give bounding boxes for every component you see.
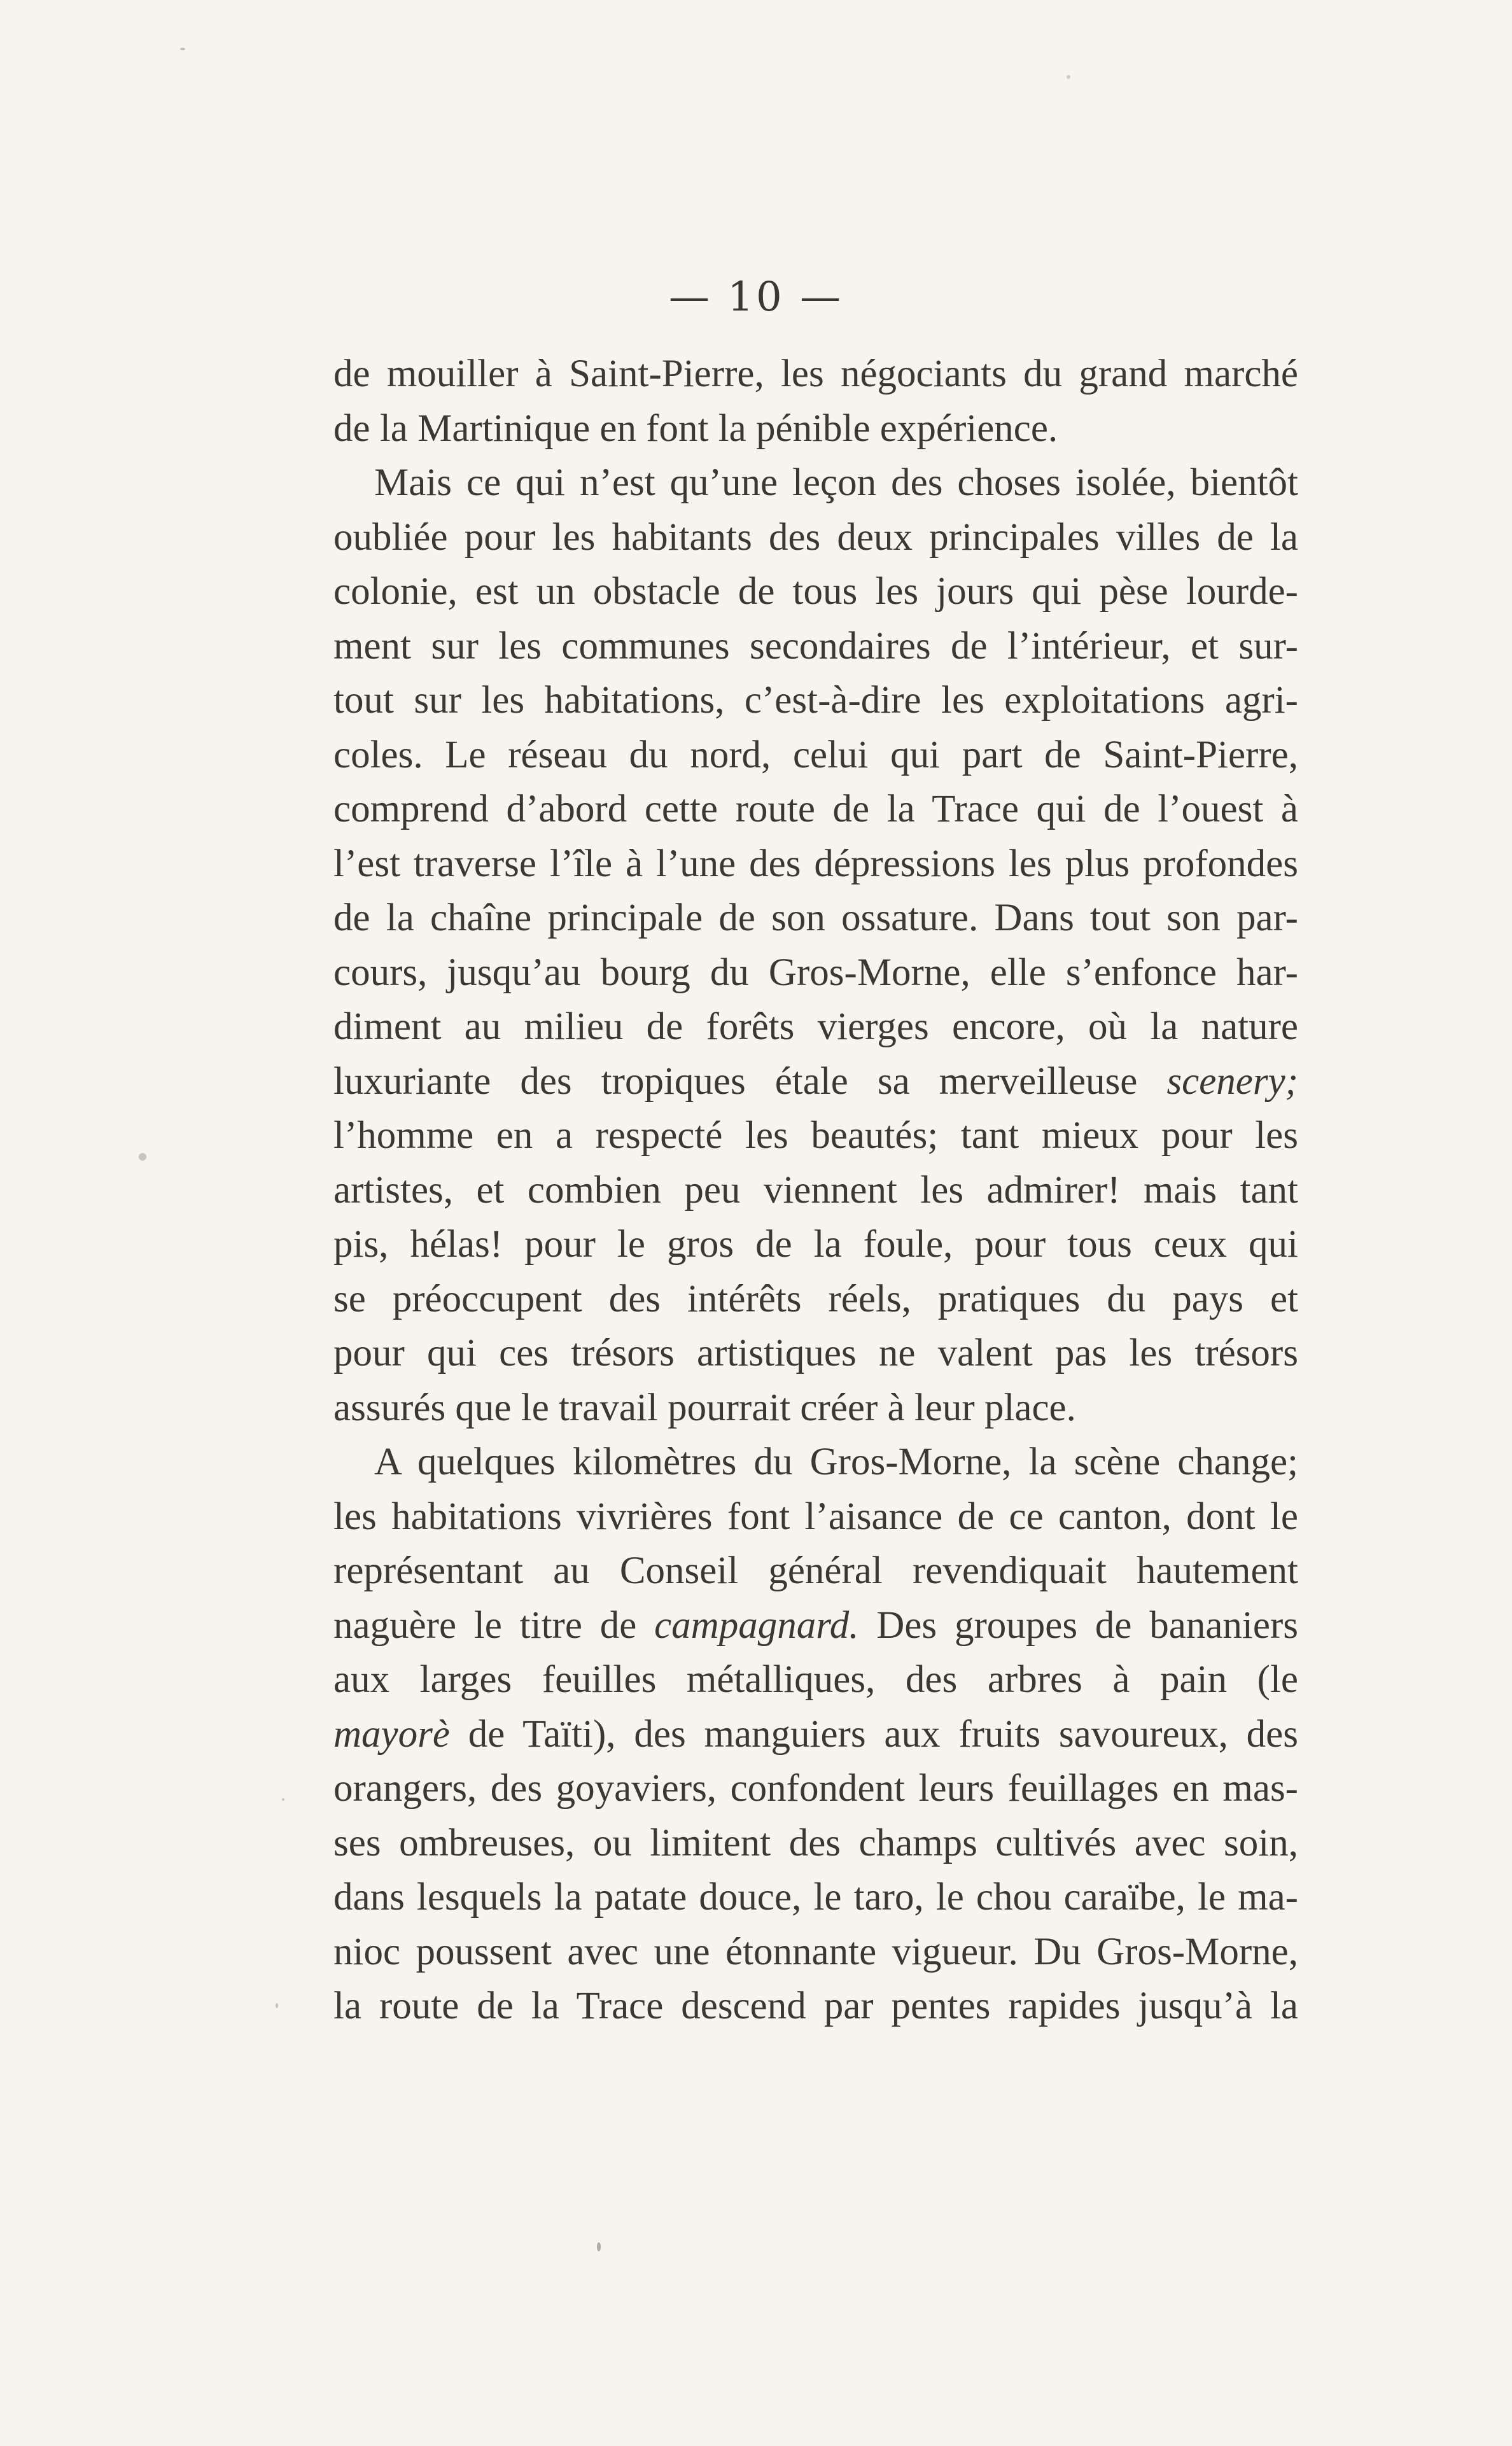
paper-speck bbox=[180, 48, 185, 50]
text-line: la route de la Trace descend par pentes rapides jusqu’à la bbox=[333, 1985, 1298, 2027]
text-line: tout sur les habitations, c’est-à-dire les exploitations agri- bbox=[333, 679, 1298, 722]
paragraph-start-line: Mais ce qui n’est qu’une leçon des choses isolée, bientôt bbox=[374, 461, 1298, 504]
text-line-with-italic bbox=[333, 1707, 1298, 1762]
body-text bbox=[333, 347, 1298, 2034]
text-line: ment sur les communes secondaires de l’intérieur, et sur- bbox=[333, 624, 1298, 667]
paper-speck bbox=[276, 2003, 278, 2008]
text-line-with-italic bbox=[333, 1598, 1298, 1653]
page-number: — 10 — bbox=[668, 274, 844, 321]
text-line-with-italic bbox=[333, 1054, 1298, 1109]
text-line: pour qui ces trésors artistiques ne valent pas les trésors bbox=[333, 1332, 1298, 1374]
text-line: artistes, et combien peu viennent les admirer! mais tant bbox=[333, 1168, 1298, 1212]
text-segment: Des groupes de bananiers bbox=[858, 1604, 1298, 1647]
text-line: l’est traverse l’île à l’une des dépressions les plus profondes bbox=[333, 842, 1298, 885]
text-segment: de Taïti), des manguiers aux fruits savoureux, des bbox=[449, 1712, 1298, 1756]
text-line: dans lesquels la patate douce, le taro, le chou caraïbe, le ma- bbox=[333, 1876, 1298, 1918]
text-line: de la Martinique en font la pénible expérience. bbox=[333, 407, 1058, 450]
text-line: l’homme en a respecté les beautés; tant mieux pour les bbox=[333, 1114, 1298, 1157]
paragraph-start-line: A quelques kilomètres du Gros-Morne, la scène change; bbox=[374, 1441, 1298, 1483]
text-line: coles. Le réseau du nord, celui qui part de Saint-Pierre, bbox=[333, 733, 1298, 776]
text-segment: naguère le titre de bbox=[333, 1604, 655, 1647]
text-line: pis, hélas! pour le gros de la foule, pour tous ceux qui bbox=[333, 1223, 1298, 1266]
paper-speck bbox=[1067, 75, 1070, 79]
italic-word: scenery; bbox=[1166, 1059, 1298, 1103]
text-line: assurés que le travail pourrait créer à leur place. bbox=[333, 1386, 1076, 1429]
text-line: cours, jusqu’au bourg du Gros-Morne, elle s’enfonce har- bbox=[333, 951, 1298, 994]
italic-word: mayorè bbox=[333, 1712, 450, 1756]
paper-speck bbox=[139, 1153, 146, 1161]
text-line: nioc poussent avec une étonnante vigueur. Du Gros-Morne, bbox=[333, 1930, 1298, 1973]
text-line: représentant au Conseil général revendiquait hautement bbox=[333, 1549, 1298, 1592]
text-line: orangers, des goyaviers, confondent leurs feuillages en mas- bbox=[333, 1767, 1298, 1810]
text-line: les habitations vivrières font l’aisance de ce canton, dont le bbox=[333, 1495, 1298, 1538]
text-line: comprend d’abord cette route de la Trace qui de l’ouest à bbox=[333, 788, 1298, 830]
text-line: de la chaîne principale de son ossature. Dans tout son par- bbox=[333, 897, 1298, 939]
text-line: oubliée pour les habitants des deux principales villes de la bbox=[333, 515, 1298, 559]
text-line: diment au milieu de forêts vierges encore, où la nature bbox=[333, 1005, 1298, 1048]
text-line: se préoccupent des intérêts réels, pratiques du pays et bbox=[333, 1277, 1298, 1320]
italic-word: campagnard. bbox=[654, 1604, 859, 1647]
text-line: colonie, est un obstacle de tous les jours qui pèse lourde- bbox=[333, 570, 1298, 613]
text-line: aux larges feuilles métalliques, des arbres à pain (le bbox=[333, 1658, 1298, 1701]
paper-speck bbox=[282, 1798, 284, 1801]
text-segment: luxuriante des tropiques étale sa merveilleuse bbox=[333, 1059, 1167, 1103]
paper-speck bbox=[597, 2242, 601, 2251]
text-line: de mouiller à Saint-Pierre, les négociants du grand marché bbox=[333, 353, 1298, 395]
text-line: ses ombreuses, ou limitent des champs cultivés avec soin, bbox=[333, 1821, 1298, 1864]
